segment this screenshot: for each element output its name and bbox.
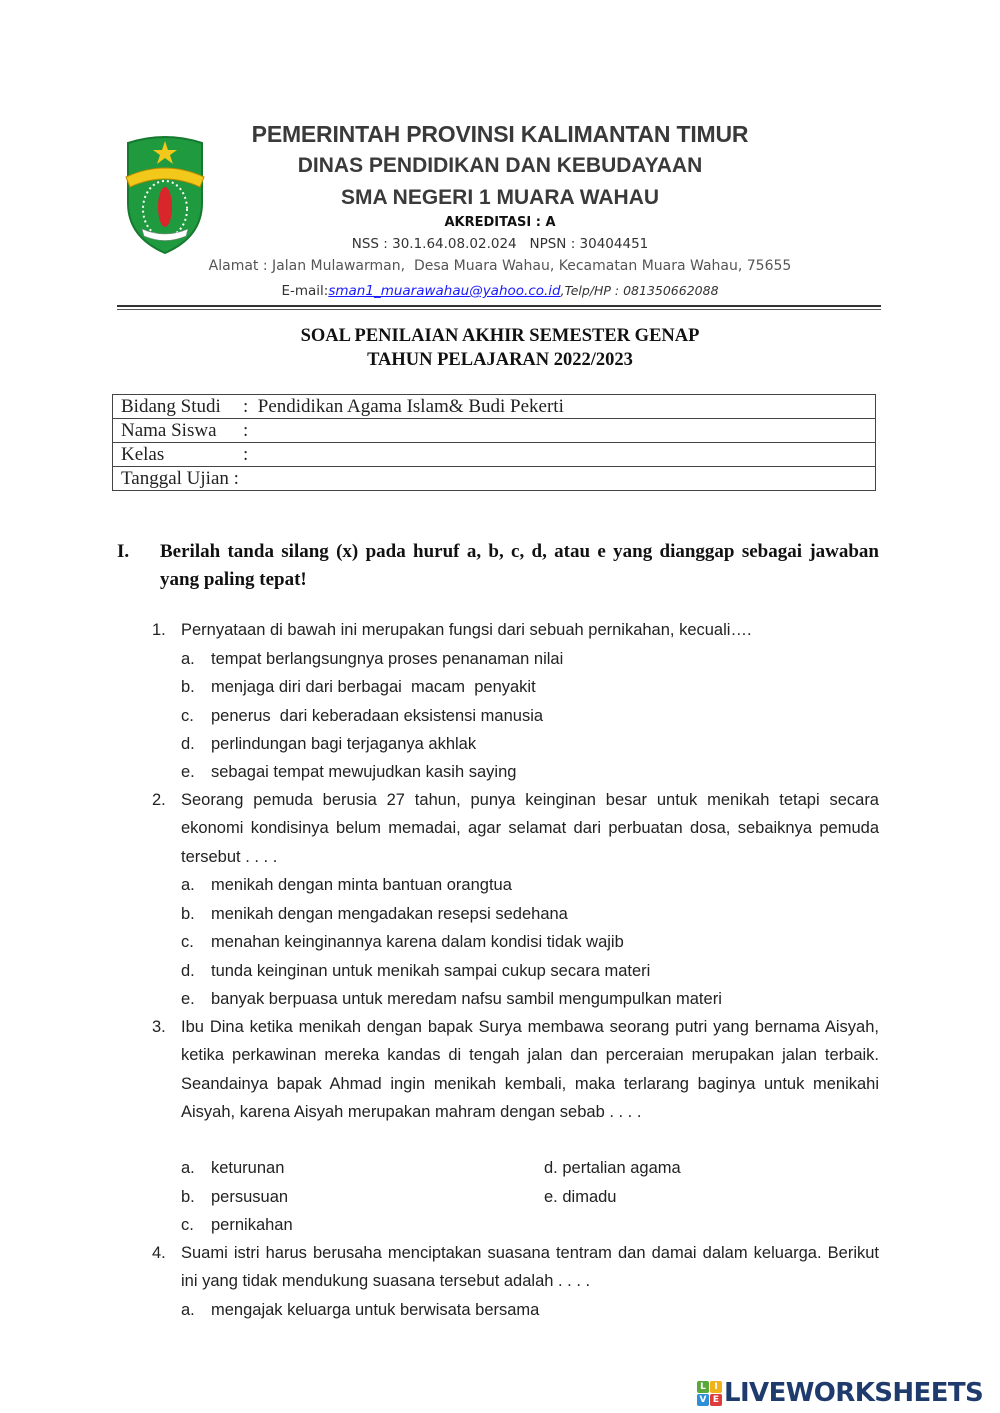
letterhead-ids	[0, 236, 1000, 252]
option-3c[interactable]	[181, 1211, 293, 1239]
option-letter: b.	[181, 678, 195, 696]
option-1c[interactable]	[181, 702, 543, 730]
option-text: penerus dari keberadaan eksistensi manusia	[211, 707, 544, 725]
option-letter: b.	[181, 1188, 195, 1206]
option-3b[interactable]	[181, 1183, 288, 1211]
option-letter: d.	[181, 735, 195, 753]
phone-text: ,Telp/HP : 081350662088	[560, 283, 719, 298]
option-letter: b.	[181, 905, 195, 923]
option-1b[interactable]	[181, 673, 536, 701]
letterhead-contact	[0, 283, 1000, 299]
tile-v: V	[697, 1394, 709, 1406]
option-letter: a.	[181, 1301, 195, 1319]
section-instruction	[117, 538, 879, 594]
option-text: menahan keinginannya karena dalam kondisi tidak wajib	[211, 933, 624, 951]
tile-e: E	[710, 1394, 722, 1406]
info-row-date	[113, 467, 876, 491]
option-3e[interactable]	[544, 1183, 616, 1211]
option-letter: a.	[181, 1159, 195, 1177]
option-1e[interactable]	[181, 758, 516, 786]
option-letter: c.	[181, 1216, 194, 1234]
email-link[interactable]: sman1_muarawahau@yahoo.co.id	[328, 283, 561, 299]
letterhead-divider-thick	[117, 305, 881, 307]
option-4a[interactable]	[181, 1296, 539, 1324]
exam-title: SOAL PENILAIAN AKHIR SEMESTER GENAP	[300, 326, 700, 346]
letterhead-department: DINAS PENDIDIKAN DAN KEBUDAYAAN	[297, 154, 703, 177]
info-label: Nama Siswa	[121, 420, 217, 441]
letterhead-address: Alamat : Jalan Mulawarman, Desa Muara Wahau, Kecamatan Muara Wahau, 75655	[208, 258, 792, 274]
letterhead-accreditation: AKREDITASI : A	[444, 215, 556, 230]
info-row-class	[113, 443, 876, 467]
question-3	[152, 1013, 879, 1127]
option-2a[interactable]	[181, 871, 512, 899]
question-text: Suami istri harus berusaha menciptakan suasana tentram dan damai dalam keluarga. Berikut ini yang tidak mendukung suasana tersebut adalah . . . .	[181, 1244, 879, 1291]
option-text: tempat berlangsungnya proses penanaman nilai	[211, 650, 564, 668]
option-text: banyak berpuasa untuk meredam nafsu sambil mengumpulkan materi	[211, 990, 722, 1008]
option-3d[interactable]	[544, 1154, 681, 1182]
option-3a[interactable]	[181, 1154, 284, 1182]
option-letter: e.	[544, 1188, 558, 1206]
letterhead-school-name: SMA NEGERI 1 MUARA WAHAU	[340, 186, 660, 209]
nss-npsn-text: NSS : 30.1.64.08.02.024 NPSN : 30404451	[351, 236, 649, 252]
info-label: Tanggal Ujian	[121, 468, 229, 489]
info-label: Bidang Studi	[121, 396, 221, 417]
option-letter: e.	[181, 990, 195, 1008]
option-text: menikah dengan minta bantuan orangtua	[211, 876, 512, 894]
question-number: 2.	[152, 791, 166, 809]
tile-i: I	[710, 1381, 722, 1393]
option-text: menikah dengan mengadakan resepsi sedehana	[211, 905, 568, 923]
option-letter: d.	[544, 1159, 558, 1177]
info-sep: :	[243, 396, 249, 417]
email-label: E-mail:	[281, 283, 329, 299]
question-text: Ibu Dina ketika menikah dengan bapak Surya membawa seorang putri yang bernama Aisyah, ketika perkawinan mereka kandas di tengah jalan dan perceraian merupakan jalan terbaik. Seandainya bapak Ahmad ingin menikah kembali, maka terlarang baginya untuk menikahi Aisyah, karena Aisyah merupakan mahram dengan sebab . . . .	[181, 1018, 879, 1122]
option-text: menjaga diri dari berbagai macam penyakit	[211, 678, 536, 696]
info-value-subject: Pendidikan Agama Islam& Budi Pekerti	[257, 396, 564, 417]
section-instruction-text: Berilah tanda silang (x) pada huruf a, b, c, d, atau e yang dianggap sebagai jawaban yang paling tepat!	[160, 541, 879, 590]
option-letter: a.	[181, 876, 195, 894]
option-2d[interactable]	[181, 957, 650, 985]
option-1a[interactable]	[181, 645, 563, 673]
brand-wordmark: LIVEWORKSHEETS	[724, 1378, 984, 1408]
letterhead-divider-thin	[117, 309, 881, 310]
info-label: Kelas	[121, 444, 165, 465]
option-text: keturunan	[211, 1159, 285, 1177]
question-4	[152, 1239, 879, 1296]
question-text: Pernyataan di bawah ini merupakan fungsi dari sebuah pernikahan, kecuali….	[181, 621, 752, 639]
letterhead-province: PEMERINTAH PROVINSI KALIMANTAN TIMUR	[251, 121, 749, 147]
section-number: I.	[117, 541, 130, 562]
info-sep: :	[243, 420, 249, 441]
option-text: tunda keinginan untuk menikah sampai cukup secara materi	[211, 962, 651, 980]
info-sep: :	[243, 444, 249, 465]
question-2	[152, 786, 879, 871]
student-info-table	[112, 394, 876, 491]
question-text: Seorang pemuda berusia 27 tahun, punya keinginan besar untuk menikah tetapi secara ekonomi kondisinya belum memadai, agar selamat dari perbuatan dosa, sebaiknya pemuda tersebut . . . .	[181, 791, 879, 866]
option-letter: a.	[181, 650, 195, 668]
liveworksheets-logo[interactable]	[697, 1378, 983, 1408]
option-text: pernikahan	[211, 1216, 293, 1234]
academic-year: TAHUN PELAJARAN 2022/2023	[367, 350, 633, 370]
option-text: dimadu	[562, 1188, 617, 1206]
option-2b[interactable]	[181, 900, 568, 928]
info-row-subject	[113, 395, 876, 419]
live-tiles-icon	[697, 1381, 722, 1406]
option-2c[interactable]	[181, 928, 624, 956]
option-letter: d.	[181, 962, 195, 980]
option-letter: e.	[181, 763, 195, 781]
question-number: 3.	[152, 1018, 166, 1036]
question-number: 1.	[152, 621, 166, 639]
option-text: persusuan	[211, 1188, 289, 1206]
option-2e[interactable]	[181, 985, 722, 1013]
option-text: sebagai tempat mewujudkan kasih saying	[211, 763, 517, 781]
info-row-name	[113, 419, 876, 443]
option-letter: c.	[181, 933, 194, 951]
question-number: 4.	[152, 1244, 166, 1262]
option-text: mengajak keluarga untuk berwisata bersama	[211, 1301, 540, 1319]
option-letter: c.	[181, 707, 194, 725]
option-1d[interactable]	[181, 730, 476, 758]
info-sep: :	[233, 468, 239, 489]
question-1	[152, 616, 879, 644]
tile-l: L	[697, 1381, 709, 1393]
option-text: perlindungan bagi terjaganya akhlak	[211, 735, 477, 753]
option-text: pertalian agama	[562, 1159, 681, 1177]
